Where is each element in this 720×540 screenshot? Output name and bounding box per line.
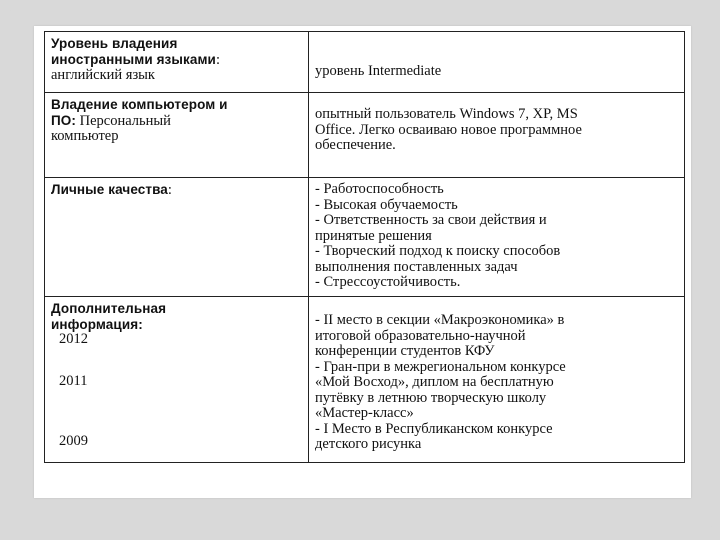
label-cell-additional-info	[45, 297, 309, 463]
value-cell-additional-info	[309, 297, 685, 463]
slide-frame	[8, 8, 712, 532]
label-personal-qualities-colon: :	[167, 182, 172, 198]
value-additional-line-1: - II место в секции «Макроэкономика» в	[315, 312, 565, 328]
value-computer-line-3: обеспечение.	[315, 137, 396, 153]
value-additional-line-3: конференции студентов КФУ	[315, 343, 495, 359]
label-computer-detail: компьютер	[51, 128, 119, 144]
value-cell-languages	[309, 32, 685, 93]
value-qualities-line-2: - Высокая обучаемость	[315, 196, 458, 213]
value-qualities-line-6: выполнения поставленных задач	[315, 258, 518, 275]
value-cell-computer	[309, 93, 685, 178]
year-2012: 2012	[59, 331, 88, 347]
table-row-computer	[45, 93, 685, 178]
value-qualities-line-3: - Ответственность за свои действия и	[315, 212, 547, 228]
value-additional-line-6: путёвку в летнюю творческую школу	[315, 389, 547, 406]
table-row-personal-qualities	[45, 178, 685, 297]
year-2009: 2009	[59, 433, 88, 449]
value-qualities-line-5: - Творческий подход к поиску способов	[315, 243, 561, 259]
value-computer-line-1: опытный пользователь Windows 7, XP, MS	[315, 106, 578, 122]
label-cell-languages	[45, 32, 309, 93]
label-languages-line-1: Уровень владения	[51, 36, 178, 51]
label-languages-line-2: иностранными языками	[51, 51, 216, 67]
label-languages-colon: :	[215, 51, 220, 68]
table-row-languages	[45, 32, 685, 93]
value-qualities-line-4: принятые решения	[315, 227, 432, 244]
value-qualities-line-1: - Работоспособность	[315, 181, 444, 197]
label-personal-qualities: Личные качества	[51, 182, 168, 197]
label-computer-inline: Персональный	[76, 112, 171, 129]
value-additional-line-9: детского рисунка	[315, 436, 422, 452]
label-computer-line-2: ПО:	[51, 112, 76, 128]
value-additional-line-4: - Гран-при в межрегиональном конкурсе	[315, 358, 566, 375]
value-additional-line-8: - I Место в Республиканском конкурсе	[315, 420, 553, 437]
label-languages-detail: английский язык	[51, 67, 155, 83]
label-cell-personal-qualities	[45, 178, 309, 297]
resume-table	[44, 31, 685, 463]
slide	[34, 26, 691, 498]
value-additional-line-5: «Мой Восход», диплом на бесплатную	[315, 374, 554, 390]
label-additional-line-1: Дополнительная	[51, 301, 167, 316]
year-2011: 2011	[59, 372, 88, 389]
value-additional-line-7: «Мастер-класс»	[315, 405, 414, 421]
value-cell-personal-qualities	[309, 178, 685, 297]
label-cell-computer	[45, 93, 309, 178]
value-computer-line-2: Office. Легко осваиваю новое программное	[315, 121, 582, 138]
table-row-additional-info	[45, 297, 685, 463]
value-languages: уровень Intermediate	[315, 63, 442, 79]
resume-table-image	[44, 31, 684, 489]
label-computer-line-1: Владение компьютером и	[51, 97, 228, 112]
value-qualities-line-7: - Стрессоустойчивость.	[315, 274, 461, 290]
value-additional-line-2: итоговой образовательно-научной	[315, 327, 526, 344]
label-additional-line-2: информация:	[51, 316, 143, 332]
